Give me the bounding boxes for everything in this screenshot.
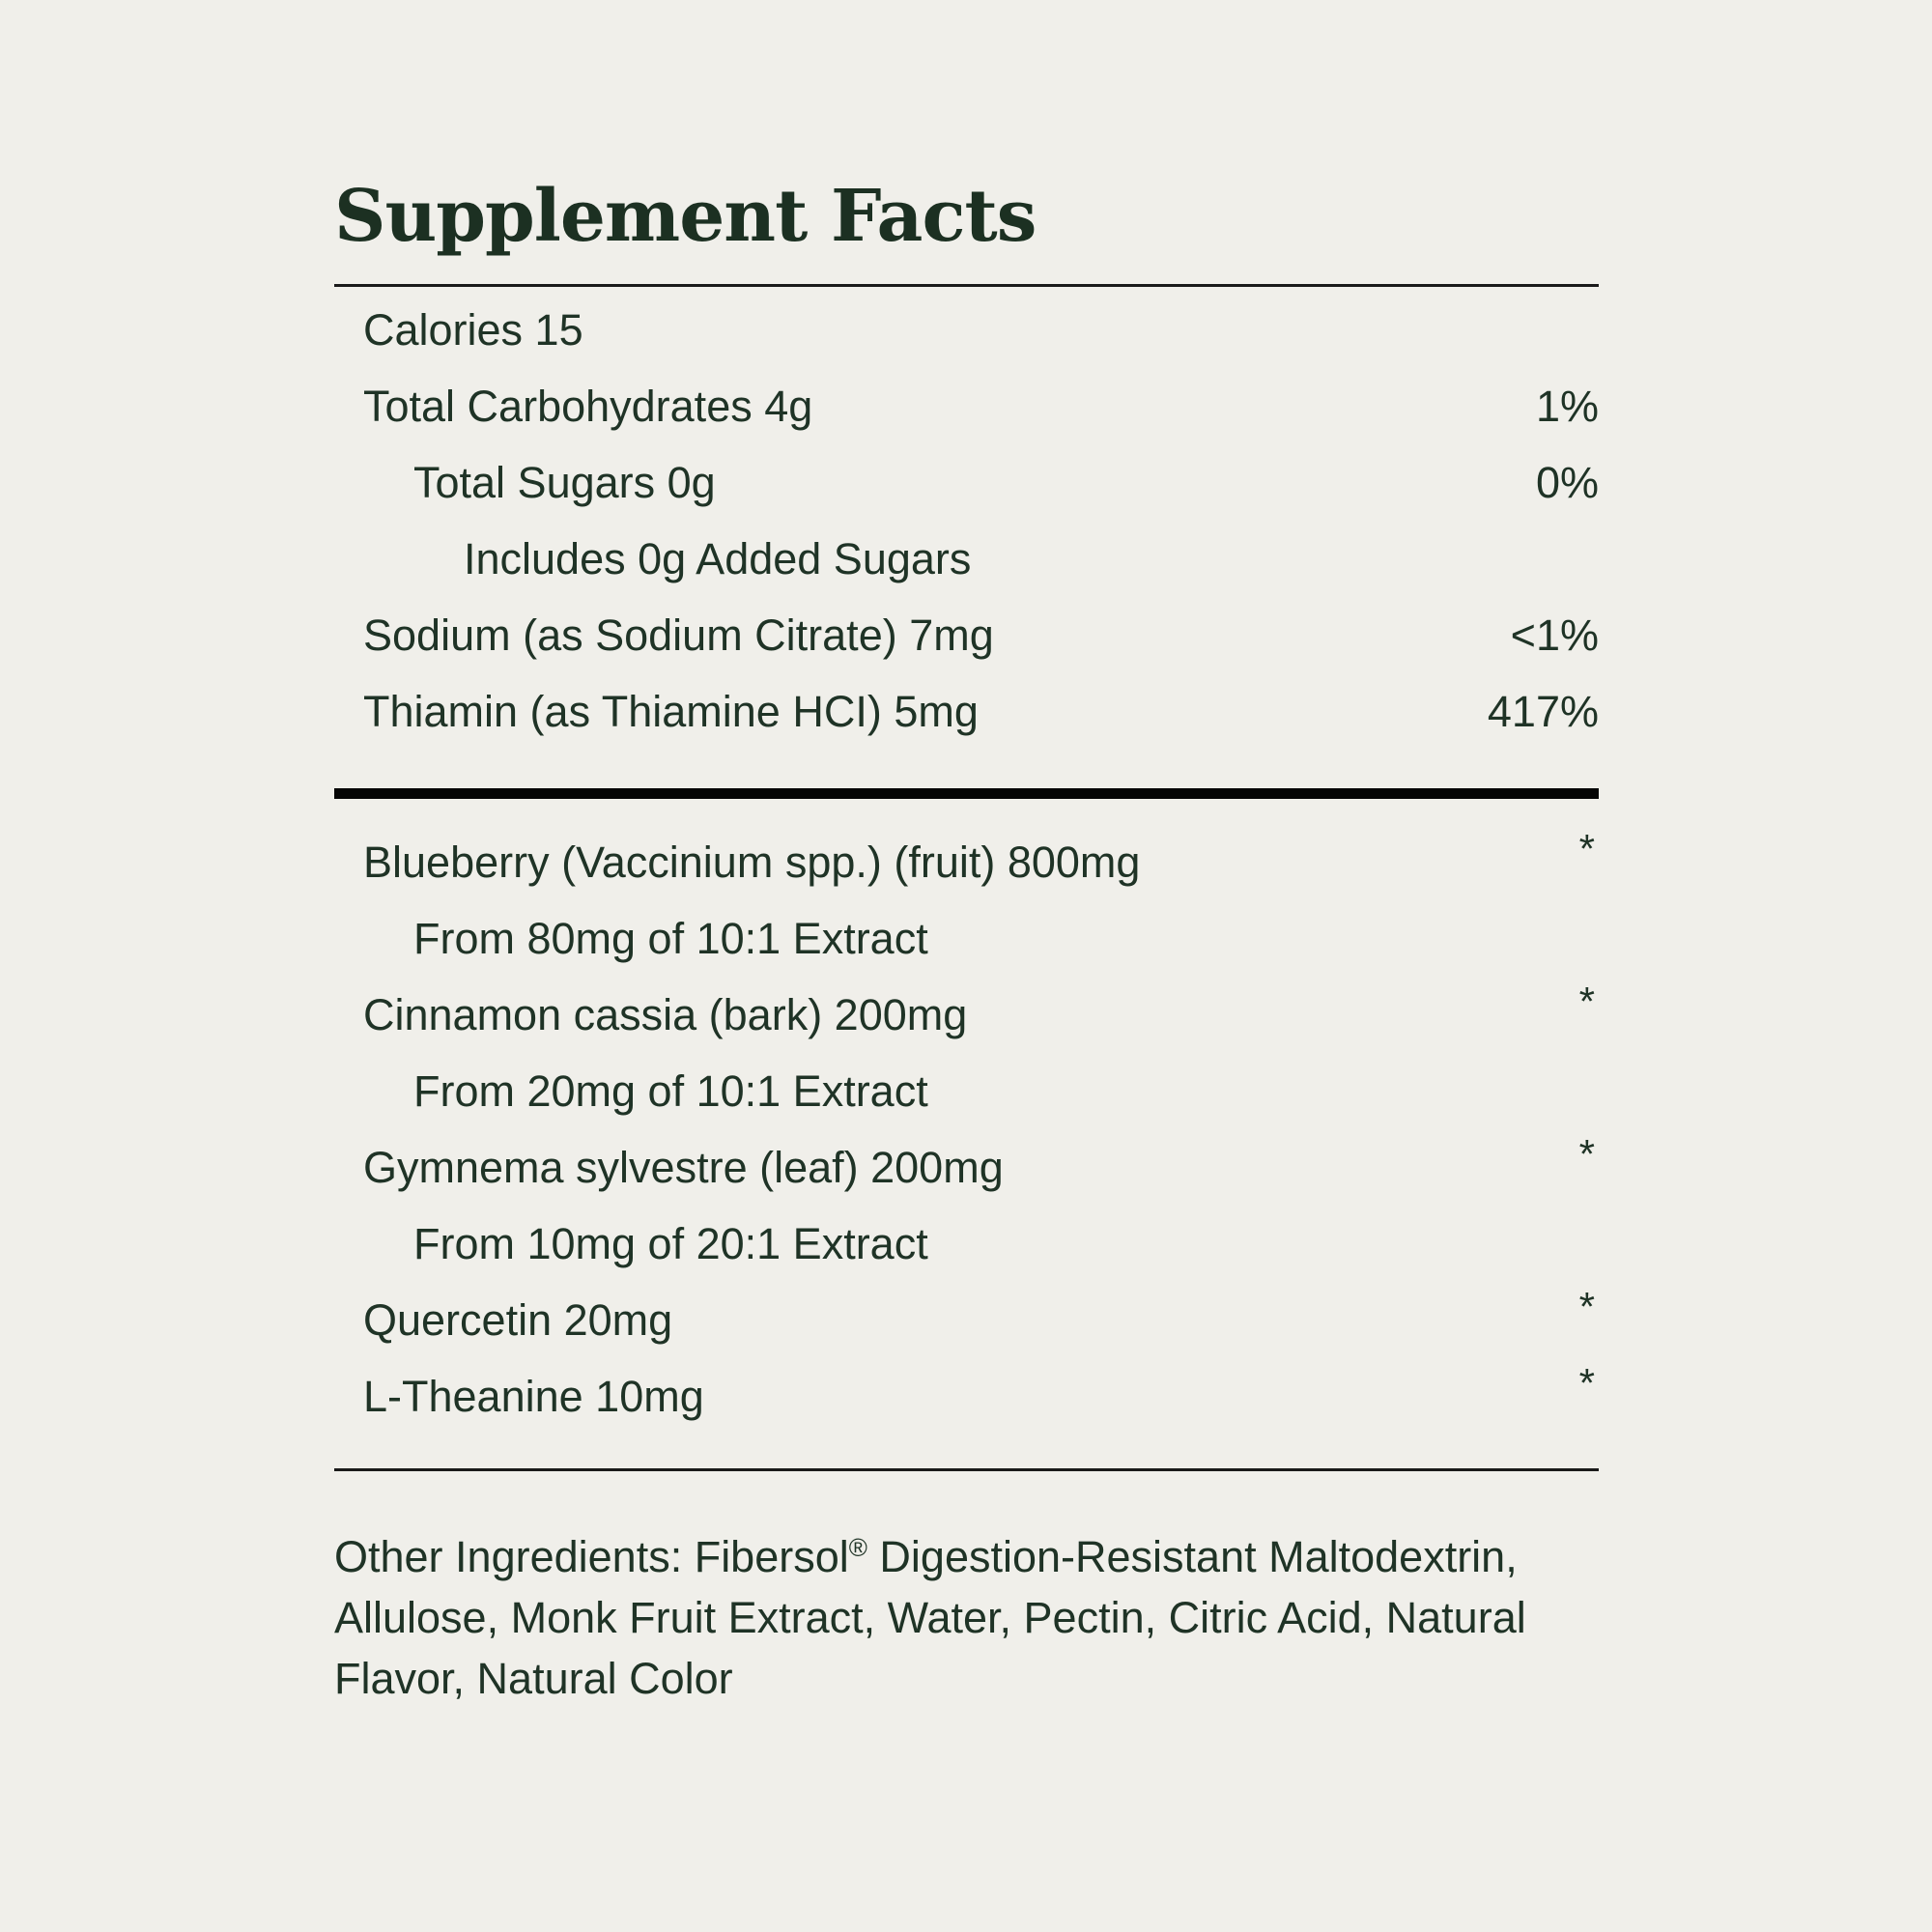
row-label: From 20mg of 10:1 Extract: [413, 1066, 928, 1116]
daily-value-percent: 417%: [1487, 687, 1599, 736]
ingredient-row: [334, 977, 1599, 1053]
daily-value-percent: 0%: [1535, 458, 1599, 507]
row-label: Blueberry (Vaccinium spp.) (fruit) 800mg: [363, 838, 1141, 887]
ingredient-row: [334, 1129, 1599, 1206]
daily-value-percent: 1%: [1535, 382, 1599, 431]
row-label: Total Carbohydrates 4g: [363, 382, 813, 431]
row-label: Gymnema sylvestre (leaf) 200mg: [363, 1143, 1004, 1192]
ingredient-row: [334, 900, 1599, 977]
row-label: Total Sugars 0g: [413, 458, 716, 507]
nutrient-row: [334, 521, 1599, 597]
row-label: Sodium (as Sodium Citrate) 7mg: [363, 611, 994, 660]
supplement-facts-panel: [334, 174, 1599, 1752]
other-ingredients-list: Digestion-Resistant Maltodextrin, Allulose, Monk Fruit Extract, Water, Pectin, Citric Acid, Natural Flavor, Natural Color: [334, 1532, 1526, 1703]
ingredient-row: [334, 1206, 1599, 1282]
nutrient-row: [334, 292, 1599, 368]
ingredient-section: [334, 824, 1599, 1435]
row-label: L-Theanine 10mg: [363, 1372, 704, 1421]
bottom-divider: [334, 1468, 1599, 1471]
row-label: Thiamin (as Thiamine HCI) 5mg: [363, 687, 979, 736]
nutrient-row: [334, 673, 1599, 750]
row-label: Includes 0g Added Sugars: [464, 534, 972, 583]
daily-value-footnote-mark: *: [1578, 1284, 1595, 1329]
daily-value-footnote-mark: *: [1578, 826, 1595, 871]
other-ingredients-prefix: Other Ingredients: Fibersol: [334, 1532, 849, 1581]
nutrient-row: [334, 444, 1599, 521]
daily-value-footnote-mark: *: [1578, 1360, 1595, 1406]
nutrient-list: [334, 292, 1599, 750]
row-label: Quercetin 20mg: [363, 1295, 673, 1345]
nutrient-row: [334, 368, 1599, 444]
thick-divider: [334, 788, 1599, 799]
nutrient-row: [334, 597, 1599, 673]
registered-mark: ®: [848, 1533, 867, 1562]
panel-title: Supplement Facts: [334, 175, 1037, 258]
top-divider: [334, 284, 1599, 287]
row-label: Cinnamon cassia (bark) 200mg: [363, 990, 968, 1039]
ingredient-row: [334, 824, 1599, 900]
daily-value-footnote-mark: *: [1578, 1131, 1595, 1177]
ingredient-row: [334, 1053, 1599, 1129]
row-label: From 10mg of 20:1 Extract: [413, 1219, 928, 1268]
ingredient-list: [334, 824, 1599, 1435]
daily-value-footnote-mark: *: [1578, 979, 1595, 1024]
daily-value-percent: <1%: [1510, 611, 1599, 660]
other-ingredients: [334, 1518, 1599, 1709]
nutrient-section: [334, 292, 1599, 750]
row-label: Calories 15: [363, 305, 583, 355]
ingredient-row: [334, 1358, 1599, 1435]
ingredient-row: [334, 1282, 1599, 1358]
row-label: From 80mg of 10:1 Extract: [413, 914, 928, 963]
